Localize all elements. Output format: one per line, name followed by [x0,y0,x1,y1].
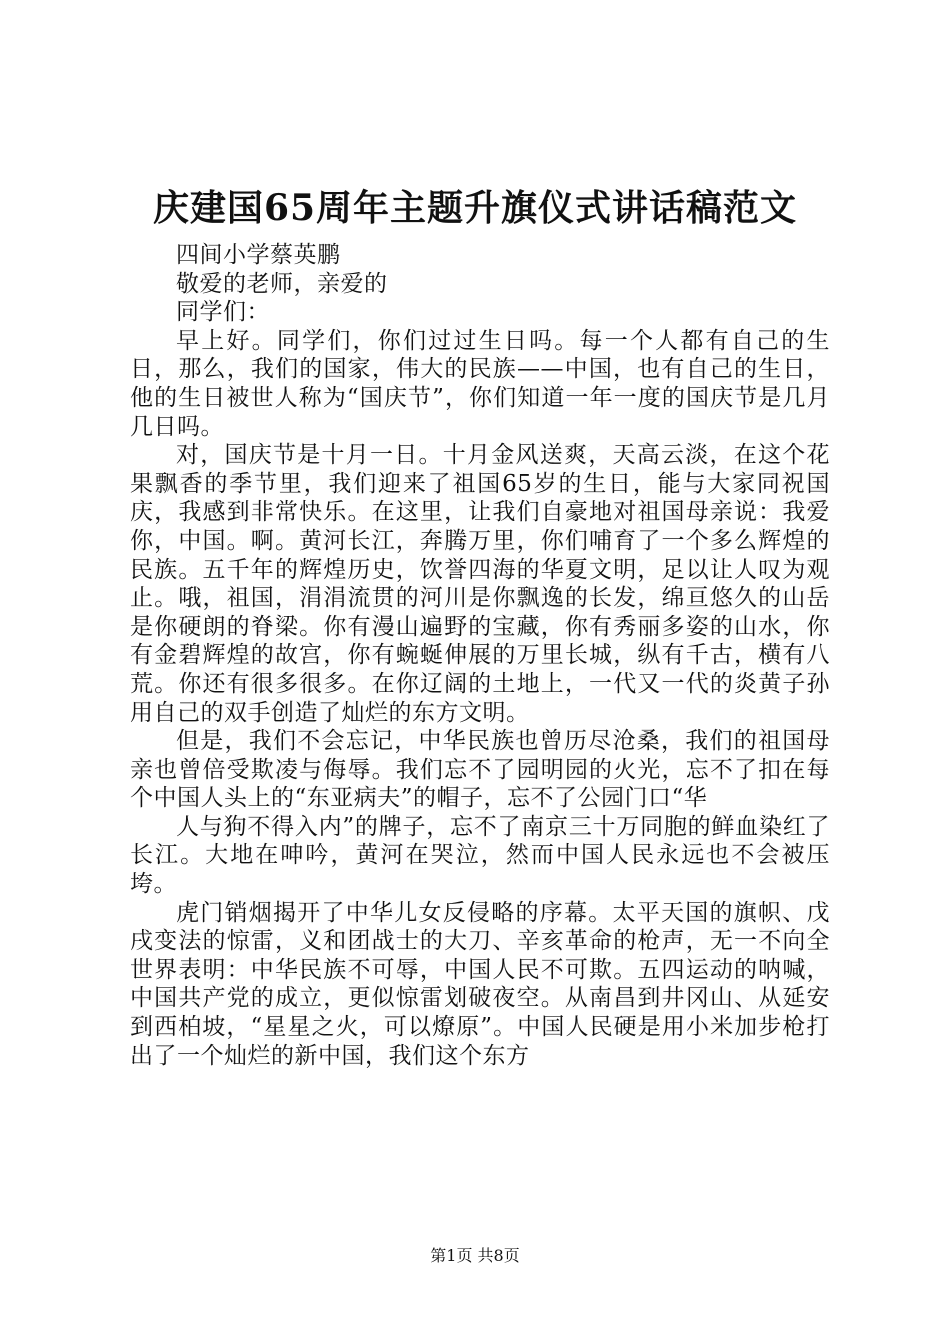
paragraph: 对，国庆节是十月一日。十月金风送爽，天高云淡，在这个花果飘香的季节里，我们迎来了祖国65岁的生日，能与大家同祝国庆，我感到非常快乐。在这里，让我们自豪地对祖国母亲说：我爱你，中国。啊。黄河长江，奔腾万里，你们哺育了一个多么辉煌的民族。五千年的辉煌历史，饮誉四海的华夏文明，足以让人叹为观止。哦，祖国，涓涓流贯的河川是你飘逸的长发，绵亘悠久的山岳是你硬朗的脊梁。你有漫山遍野的宝藏，你有秀丽多姿的山水，你有金碧辉煌的故宫，你有蜿蜒伸展的万里长城，纵有千古，横有八荒。你还有很多很多。在你辽阔的土地上，一代又一代的炎黄子孙用自己的双手创造了灿烂的东方文明。 [130,442,830,726]
salutation-line: 同学们： [176,299,270,326]
document-body [130,241,830,1070]
paragraph: 早上好。同学们，你们过过生日吗。每一个人都有自己的生日，那么，我们的国家，伟大的民族——中国，也有自己的生日，他的生日被世人称为“国庆节”，你们知道一年一度的国庆节是几月几日吗。 [130,327,830,440]
paragraph: 人与狗不得入内”的牌子，忘不了南京三十万同胞的鲜血染红了长江。大地在呻吟，黄河在哭泣，然而中国人民永远也不会被压垮。 [130,813,830,898]
page-footer: 第1页 共8页 [430,1246,520,1265]
document-title: 庆建国65周年主题升旗仪式讲话稿范文 [152,187,798,229]
paragraph: 虎门销烟揭开了中华儿女反侵略的序幕。太平天国的旗帜、戊戌变法的惊雷，义和团战士的大刀、辛亥革命的枪声，无一不向全世界表明：中华民族不可辱，中国人民不可欺。五四运动的呐喊，中国共产党的成立，更似惊雷划破夜空。从南昌到井冈山、从延安到西柏坡，“星星之火，可以燎原”。中国人民硬是用小米加步枪打出了一个灿烂的新中国，我们这个东方 [130,899,830,1069]
paragraph: 但是，我们不会忘记，中华民族也曾历尽沧桑，我们的祖国母亲也曾倍受欺凌与侮辱。我们忘不了园明园的火光，忘不了扣在每个中国人头上的“东亚病夫”的帽子，忘不了公园门口“华 [130,728,830,812]
salutation-line: 敬爱的老师，亲爱的 [176,270,388,297]
author-line: 四间小学蔡英鹏 [176,242,341,268]
